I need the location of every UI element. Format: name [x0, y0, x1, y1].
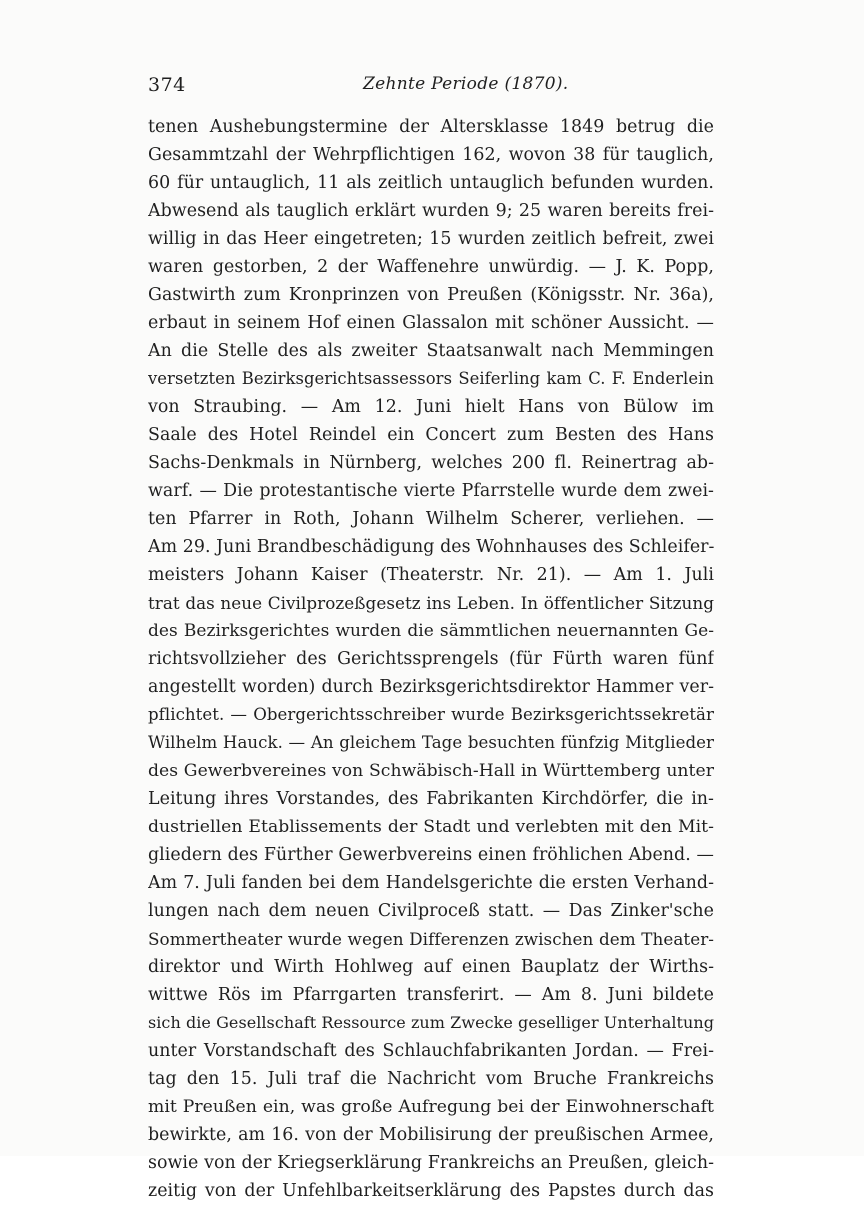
text-line: unter Vorstandschaft des Schlauchfabrikanten Jordan. — Frei- [148, 1041, 714, 1061]
text-line: 60 für untauglich, 11 als zeitlich untauglich befunden wurden. [148, 173, 714, 193]
text-line: von Straubing. — Am 12. Juni hielt Hans von Bülow im [148, 397, 714, 417]
text-line: lungen nach dem neuen Civilproceß statt. — Das Zinker'sche [148, 901, 714, 921]
text-line: pflichtet. — Obergerichtsschreiber wurde Bezirksgerichtssekretär [148, 705, 714, 724]
text-line: tag den 15. Juli traf die Nachricht vom Bruche Frankreichs [148, 1069, 714, 1089]
text-line: Gesammtzahl der Wehrpflichtigen 162, wovon 38 für tauglich, [148, 145, 714, 165]
text-line: Gastwirth zum Kronprinzen von Preußen (Königsstr. Nr. 36a), [148, 285, 714, 305]
text-line: des Gewerbvereines von Schwäbisch-Hall in Württemberg unter [148, 761, 714, 781]
text-line: sich die Gesellschaft Ressource zum Zwecke geselliger Unterhaltung [148, 1013, 714, 1032]
text-line: dustriellen Etablissements der Stadt und verlebten mit den Mit- [148, 817, 714, 837]
body-text [148, 113, 714, 1205]
running-head: Zehnte Periode (1870). [363, 74, 569, 94]
text-line: richtsvollzieher des Gerichtssprengels (für Fürth waren fünf [148, 649, 714, 669]
text-line: gliedern des Fürther Gewerbvereins einen fröhlichen Abend. — [148, 845, 714, 865]
text-line: wittwe Rös im Pfarrgarten transferirt. — Am 8. Juni bildete [148, 985, 714, 1005]
text-line: mit Preußen ein, was große Aufregung bei der Einwohnerschaft [148, 1097, 714, 1117]
text-line: An die Stelle des als zweiter Staatsanwalt nach Memmingen [148, 341, 714, 361]
text-line: Am 29. Juni Brandbeschädigung des Wohnhauses des Schleifer- [148, 537, 714, 557]
text-line: versetzten Bezirksgerichtsassessors Seiferling kam C. F. Enderlein [148, 369, 714, 388]
page-number: 374 [148, 74, 186, 96]
text-line: angestellt worden) durch Bezirksgerichtsdirektor Hammer ver- [148, 677, 714, 697]
text-line: Wilhelm Hauck. — An gleichem Tage besuchten fünfzig Mitglieder [148, 733, 714, 752]
text-line: Am 7. Juli fanden bei dem Handelsgerichte die ersten Verhand- [148, 873, 714, 893]
text-line: Sommertheater wurde wegen Differenzen zwischen dem Theater- [148, 929, 714, 949]
text-line: bewirkte, am 16. von der Mobilisirung der preußischen Armee, [148, 1125, 714, 1145]
text-line: Saale des Hotel Reindel ein Concert zum Besten des Hans [148, 425, 714, 445]
text-line: Abwesend als tauglich erklärt wurden 9; 25 waren bereits frei- [148, 201, 714, 221]
text-line: sowie von der Kriegserklärung Frankreichs an Preußen, gleich- [148, 1153, 714, 1173]
text-line: des Bezirksgerichtes wurden die sämmtlichen neuernannten Ge- [148, 621, 714, 641]
text-line: warf. — Die protestantische vierte Pfarrstelle wurde dem zwei- [148, 481, 714, 501]
text-line: trat das neue Civilprozeßgesetz ins Leben. In öffentlicher Sitzung [148, 593, 714, 613]
text-line: ten Pfarrer in Roth, Johann Wilhelm Scherer, verliehen. — [148, 509, 714, 529]
text-line: Sachs-Denkmals in Nürnberg, welches 200 fl. Reinertrag ab- [148, 453, 714, 473]
page-header [148, 70, 710, 102]
text-line: willig in das Heer eingetreten; 15 wurden zeitlich befreit, zwei [148, 229, 714, 249]
text-line: zeitig von der Unfehlbarkeitserklärung des Papstes durch das [148, 1181, 714, 1201]
text-line: tenen Aushebungstermine der Altersklasse 1849 betrug die [148, 117, 714, 137]
text-line: meisters Johann Kaiser (Theaterstr. Nr. 21). — Am 1. Juli [148, 565, 714, 585]
text-line: direktor und Wirth Hohlweg auf einen Bauplatz der Wirths- [148, 957, 714, 977]
text-line: erbaut in seinem Hof einen Glassalon mit schöner Aussicht. — [148, 313, 714, 333]
text-line: Leitung ihres Vorstandes, des Fabrikanten Kirchdörfer, die in- [148, 789, 714, 809]
text-line: waren gestorben, 2 der Waffenehre unwürdig. — J. K. Popp, [148, 257, 714, 277]
